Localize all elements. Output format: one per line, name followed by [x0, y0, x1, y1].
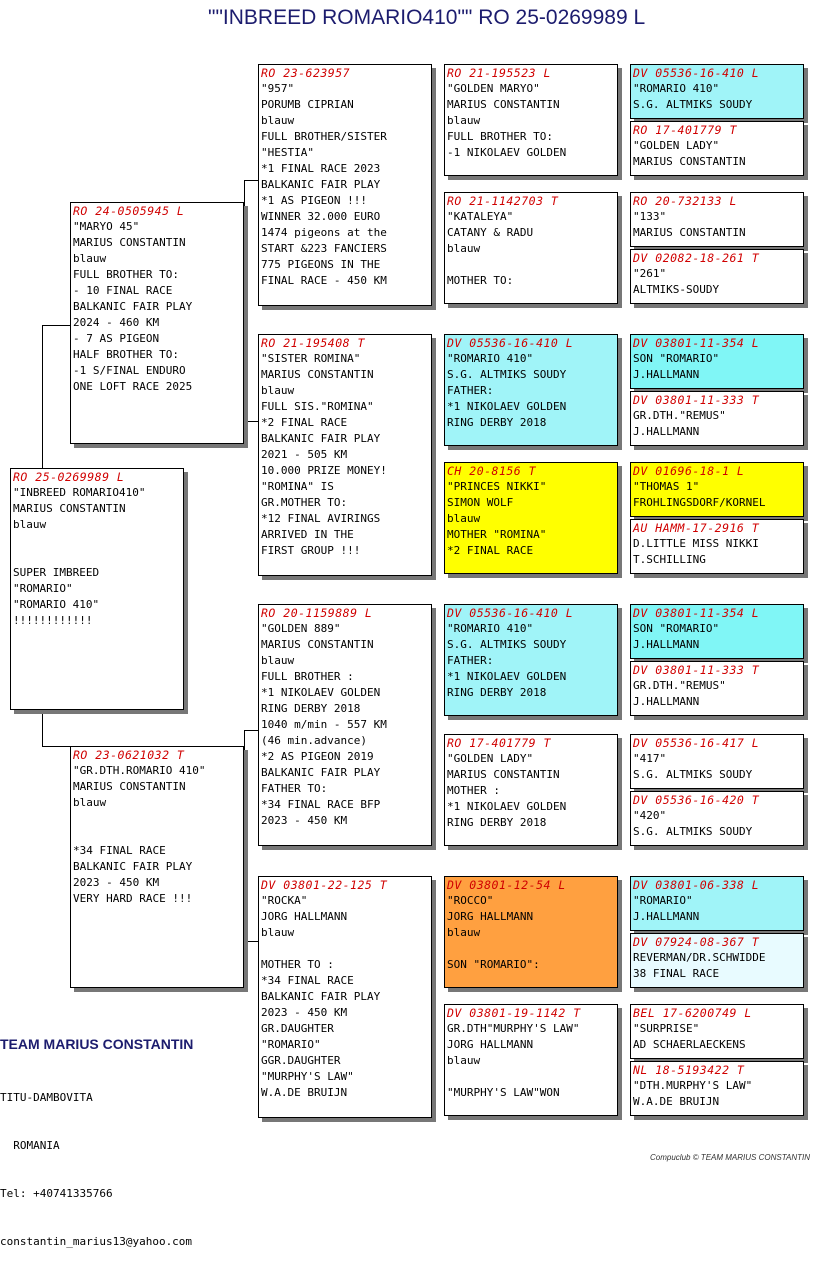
card-line: "957" [261, 82, 295, 95]
card-line: 1040 m/min - 557 KM [261, 718, 387, 731]
card-line: *12 FINAL AVIRINGS [261, 512, 381, 525]
card-line: J.HALLMANN [633, 910, 700, 923]
card-line: 2023 - 450 KM [73, 876, 160, 889]
card-line: START &223 FANCIERS [261, 242, 387, 255]
pedigree-card-g3 [630, 192, 804, 247]
ring-number: RO 23-0621032 T [73, 748, 185, 762]
ring-number: RO 20-732133 L [633, 194, 737, 208]
ring-number: RO 17-401779 T [633, 123, 737, 137]
card-line: *1 NIKOLAEV GOLDEN [447, 400, 567, 413]
card-line: *1 NIKOLAEV GOLDEN [447, 670, 567, 683]
ring-number: DV 05536-16-410 L [633, 66, 760, 80]
card-line: "ROMARIO 410" [633, 82, 720, 95]
ring-number: NL 18-5193422 T [633, 1063, 745, 1077]
card-line: FULL BROTHER : [261, 670, 354, 683]
card-line: RING DERBY 2018 [447, 416, 547, 429]
card-line: "ROMARIO" [261, 1038, 321, 1051]
card-line: "ROCKA" [261, 894, 308, 907]
card-line: FINAL RACE - 450 KM [261, 274, 387, 287]
card-line: MARIUS CONSTANTIN [633, 155, 746, 168]
pedigree-card-main [10, 468, 184, 710]
card-line: GGR.DAUGHTER [261, 1054, 341, 1067]
ring-number: RO 21-195408 T [261, 336, 365, 350]
pedigree-card-mm [258, 876, 432, 1118]
card-line [73, 811, 241, 827]
connector-f [244, 180, 259, 422]
card-line: blauw [447, 926, 481, 939]
card-line: FROHLINGSDORF/KORNEL [633, 496, 766, 509]
card-line: "420" [633, 809, 667, 822]
card-line: FATHER: [447, 654, 494, 667]
ring-number: RO 23-623957 [261, 66, 351, 80]
contact-line: ROMANIA [0, 1139, 60, 1152]
card-line: blauw [261, 384, 295, 397]
card-line [73, 827, 241, 843]
pedigree-card-g8 [630, 519, 804, 574]
card-line: *2 FINAL RACE [261, 416, 348, 429]
card-line: "417" [633, 752, 667, 765]
card-line [261, 941, 429, 957]
card-line: *2 AS PIGEON 2019 [261, 750, 374, 763]
card-line: blauw [261, 654, 295, 667]
card-line: "ROMARIO" [633, 894, 693, 907]
ring-number: DV 03801-12-54 L [447, 878, 566, 892]
footer-credit: Compuclub © TEAM MARIUS CONSTANTIN [650, 1153, 810, 1162]
card-line: MOTHER : [447, 784, 500, 797]
card-line: blauw [73, 796, 107, 809]
card-line: BALKANIC FAIR PLAY [261, 990, 381, 1003]
card-line: "THOMAS 1" [633, 480, 700, 493]
ring-number: DV 05536-16-410 L [447, 606, 574, 620]
card-line: MARIUS CONSTANTIN [261, 638, 374, 651]
card-line: FATHER TO: [261, 782, 328, 795]
card-line: CATANY & RADU [447, 226, 534, 239]
card-line: VERY HARD RACE !!! [73, 892, 193, 905]
card-line: ONE LOFT RACE 2025 [73, 380, 193, 393]
card-line: 2024 - 460 KM [73, 316, 160, 329]
card-line: "ROCCO" [447, 894, 494, 907]
card-line: BALKANIC FAIR PLAY [261, 178, 381, 191]
card-line: MARIUS CONSTANTIN [633, 226, 746, 239]
card-line: BALKANIC FAIR PLAY [261, 766, 381, 779]
card-line: "MARYO 45" [73, 220, 140, 233]
ring-number: DV 03801-22-125 T [261, 878, 388, 892]
ring-number: DV 05536-16-410 L [447, 336, 574, 350]
card-line: HALF BROTHER TO: [73, 348, 179, 361]
card-line: - 10 FINAL RACE [73, 284, 173, 297]
card-line: FULL BROTHER TO: [73, 268, 179, 281]
card-line: *1 AS PIGEON !!! [261, 194, 367, 207]
pedigree-card-mmm [444, 1004, 618, 1116]
card-line: JORG HALLMANN [447, 1038, 534, 1051]
card-line: "GOLDEN 889" [261, 622, 341, 635]
pedigree-card-fm [258, 334, 432, 576]
card-line [447, 1069, 615, 1085]
contact-line: TITU-DAMBOVITA [0, 1091, 93, 1104]
card-line: MARIUS CONSTANTIN [73, 236, 186, 249]
card-line: *2 FINAL RACE [447, 544, 534, 557]
pedigree-card-g16 [630, 1061, 804, 1116]
card-line: SON "ROMARIO" [633, 622, 720, 635]
card-line: SIMON WOLF [447, 496, 514, 509]
card-line: RING DERBY 2018 [447, 816, 547, 829]
ring-number: DV 03801-19-1142 T [447, 1006, 581, 1020]
card-line: RING DERBY 2018 [261, 702, 361, 715]
card-line: MOTHER TO: [447, 274, 514, 287]
card-line: S.G. ALTMIKS SOUDY [633, 98, 753, 111]
ring-number: RO 21-1142703 T [447, 194, 559, 208]
card-line: *34 FINAL RACE [261, 974, 354, 987]
pedigree-card-g4 [630, 249, 804, 304]
card-line: FULL BROTHER TO: [447, 130, 553, 143]
card-line: *1 NIKOLAEV GOLDEN [261, 686, 381, 699]
card-line: GR.DTH."REMUS" [633, 409, 726, 422]
card-line: FULL BROTHER/SISTER [261, 130, 387, 143]
pedigree-card-g13 [630, 876, 804, 931]
card-line: 2023 - 450 KM [261, 814, 348, 827]
card-line: blauw [447, 1054, 481, 1067]
ring-number: DV 03801-11-333 T [633, 663, 760, 677]
card-line: "DTH.MURPHY'S LAW" [633, 1079, 753, 1092]
card-line: SON "ROMARIO" [633, 352, 720, 365]
card-line: -1 NIKOLAEV GOLDEN [447, 146, 567, 159]
card-line: "ROMINA" IS [261, 480, 334, 493]
pedigree-card-sire [70, 202, 244, 444]
card-line: blauw [73, 252, 107, 265]
card-line: blauw [447, 512, 481, 525]
card-line: JORG HALLMANN [261, 910, 348, 923]
card-line [13, 533, 181, 549]
card-line: AD SCHAERLAECKENS [633, 1038, 746, 1051]
card-line: -1 S/FINAL ENDURO [73, 364, 186, 377]
card-line: blauw [261, 114, 295, 127]
pedigree-card-g6 [630, 391, 804, 446]
pedigree-card-g7 [630, 462, 804, 517]
pedigree-card-fmm [444, 462, 618, 574]
card-line: *1 FINAL RACE 2023 [261, 162, 381, 175]
pedigree-card-g5 [630, 334, 804, 389]
ring-number: DV 03801-11-354 L [633, 606, 760, 620]
card-line: GR.DTH"MURPHY'S LAW" [447, 1022, 580, 1035]
pedigree-card-mff [444, 604, 618, 716]
ring-number: DV 03801-11-354 L [633, 336, 760, 350]
card-line [447, 257, 615, 273]
card-line: "GR.DTH.ROMARIO 410" [73, 764, 206, 777]
card-line [447, 941, 615, 957]
card-line: W.A.DE BRUIJN [633, 1095, 720, 1108]
ring-number: AU HAMM-17-2916 T [633, 521, 760, 535]
card-line: ARRIVED IN THE [261, 528, 354, 541]
card-line: 10.000 PRIZE MONEY! [261, 464, 387, 477]
pedigree-card-mf [258, 604, 432, 846]
card-line: S.G. ALTMIKS SOUDY [447, 638, 567, 651]
card-line: S.G. ALTMIKS SOUDY [633, 825, 753, 838]
card-line: J.HALLMANN [633, 695, 700, 708]
card-line: FATHER: [447, 384, 494, 397]
card-line: MOTHER "ROMINA" [447, 528, 547, 541]
card-line: REVERMAN/DR.SCHWIDDE [633, 951, 766, 964]
card-line: WINNER 32.000 EURO [261, 210, 381, 223]
pedigree-card-dam [70, 746, 244, 988]
ring-number: DV 01696-18-1 L [633, 464, 745, 478]
card-line: "ROMARIO 410" [13, 598, 100, 611]
card-line: BALKANIC FAIR PLAY [261, 432, 381, 445]
card-line: T.SCHILLING [633, 553, 706, 566]
card-line: PORUMB CIPRIAN [261, 98, 354, 111]
card-line: GR.DTH."REMUS" [633, 679, 726, 692]
card-line: "GOLDEN LADY" [633, 139, 720, 152]
card-line: FULL SIS."ROMINA" [261, 400, 374, 413]
card-line: MARIUS CONSTANTIN [73, 780, 186, 793]
card-line: blauw [261, 926, 295, 939]
ring-number: DV 05536-16-417 L [633, 736, 760, 750]
card-line: SON "ROMARIO": [447, 958, 540, 971]
card-line: 2023 - 450 KM [261, 1006, 348, 1019]
card-line: "133" [633, 210, 667, 223]
card-line: "MURPHY'S LAW" [261, 1070, 354, 1083]
pedigree-card-g12 [630, 791, 804, 846]
pedigree-card-g11 [630, 734, 804, 789]
card-line: 1474 pigeons at the [261, 226, 387, 239]
card-line: J.HALLMANN [633, 368, 700, 381]
card-line: FIRST GROUP !!! [261, 544, 361, 557]
card-line: W.A.DE BRUIJN [261, 1086, 348, 1099]
card-line: "KATALEYA" [447, 210, 514, 223]
card-line: "GOLDEN MARYO" [447, 82, 540, 95]
team-contact [0, 1058, 192, 1266]
card-line: MARIUS CONSTANTIN [447, 768, 560, 781]
ring-number: DV 05536-16-420 T [633, 793, 760, 807]
card-line: *1 NIKOLAEV GOLDEN [447, 800, 567, 813]
ring-number: BEL 17-6200749 L [633, 1006, 752, 1020]
ring-number: DV 03801-11-333 T [633, 393, 760, 407]
card-line: "ROMARIO" [13, 582, 73, 595]
card-line: SUPER IMBREED [13, 566, 100, 579]
pedigree-card-g1 [630, 64, 804, 119]
ring-number: RO 24-0505945 L [73, 204, 185, 218]
pedigree-card-g2 [630, 121, 804, 176]
page-title: ""INBREED ROMARIO410"" RO 25-0269989 L [208, 6, 646, 29]
pedigree-card-fff [444, 64, 618, 176]
team-name: TEAM MARIUS CONSTANTIN [0, 1036, 194, 1052]
ring-number: DV 07924-08-367 T [633, 935, 760, 949]
ring-number: CH 20-8156 T [447, 464, 537, 478]
card-line: BALKANIC FAIR PLAY [73, 300, 193, 313]
card-line: J.HALLMANN [633, 425, 700, 438]
card-line [13, 549, 181, 565]
ring-number: DV 03801-06-338 L [633, 878, 760, 892]
card-line: RING DERBY 2018 [447, 686, 547, 699]
pedigree-card-fmf [444, 334, 618, 446]
connector-m [244, 730, 259, 942]
contact-email: constantin_marius13@yahoo.com [0, 1235, 193, 1248]
card-line: JORG HALLMANN [447, 910, 534, 923]
card-line: MARIUS CONSTANTIN [447, 98, 560, 111]
connector-sire [42, 325, 71, 469]
pedigree-card-g14 [630, 933, 804, 988]
card-line: J.HALLMANN [633, 638, 700, 651]
card-line: (46 min.advance) [261, 734, 367, 747]
pedigree-card-ff [258, 64, 432, 306]
ring-number: RO 21-195523 L [447, 66, 551, 80]
ring-number: RO 25-0269989 L [13, 470, 125, 484]
contact-phone: Tel: +40741335766 [0, 1187, 113, 1200]
card-line: "ROMARIO 410" [447, 352, 534, 365]
connector-dam [42, 710, 71, 747]
ring-number: RO 17-401779 T [447, 736, 551, 750]
card-line: - 7 AS PIGEON [73, 332, 160, 345]
card-line: "SURPRISE" [633, 1022, 700, 1035]
card-line: !!!!!!!!!!!! [13, 614, 93, 627]
card-line: GR.DAUGHTER [261, 1022, 334, 1035]
card-line: GR.MOTHER TO: [261, 496, 348, 509]
pedigree-card-g10 [630, 661, 804, 716]
card-line: "261" [633, 267, 667, 280]
card-line: D.LITTLE MISS NIKKI [633, 537, 759, 550]
card-line: "ROMARIO 410" [447, 622, 534, 635]
card-line: *34 FINAL RACE [73, 844, 166, 857]
card-line: BALKANIC FAIR PLAY [73, 860, 193, 873]
card-line: S.G. ALTMIKS SOUDY [633, 768, 753, 781]
card-line: "HESTIA" [261, 146, 314, 159]
ring-number: RO 20-1159889 L [261, 606, 373, 620]
card-line: blauw [447, 242, 481, 255]
card-line: "GOLDEN LADY" [447, 752, 534, 765]
card-line: MOTHER TO : [261, 958, 334, 971]
pedigree-card-g15 [630, 1004, 804, 1059]
card-line: blauw [13, 518, 47, 531]
pedigree-card-ffm [444, 192, 618, 304]
ring-number: DV 02082-18-261 T [633, 251, 760, 265]
card-line: 2021 - 505 KM [261, 448, 348, 461]
pedigree-card-g9 [630, 604, 804, 659]
card-line: blauw [447, 114, 481, 127]
card-line: 775 PIGEONS IN THE [261, 258, 381, 271]
pedigree-card-mfm [444, 734, 618, 846]
card-line: "PRINCES NIKKI" [447, 480, 547, 493]
card-line: MARIUS CONSTANTIN [13, 502, 126, 515]
card-line: "SISTER ROMINA" [261, 352, 361, 365]
card-line: "MURPHY'S LAW"WON [447, 1086, 560, 1099]
card-line: *34 FINAL RACE BFP [261, 798, 381, 811]
pedigree-card-mmf [444, 876, 618, 988]
card-line: 38 FINAL RACE [633, 967, 720, 980]
card-line: ALTMIKS-SOUDY [633, 283, 720, 296]
card-line: "INBREED ROMARIO410" [13, 486, 146, 499]
card-line: S.G. ALTMIKS SOUDY [447, 368, 567, 381]
card-line: MARIUS CONSTANTIN [261, 368, 374, 381]
